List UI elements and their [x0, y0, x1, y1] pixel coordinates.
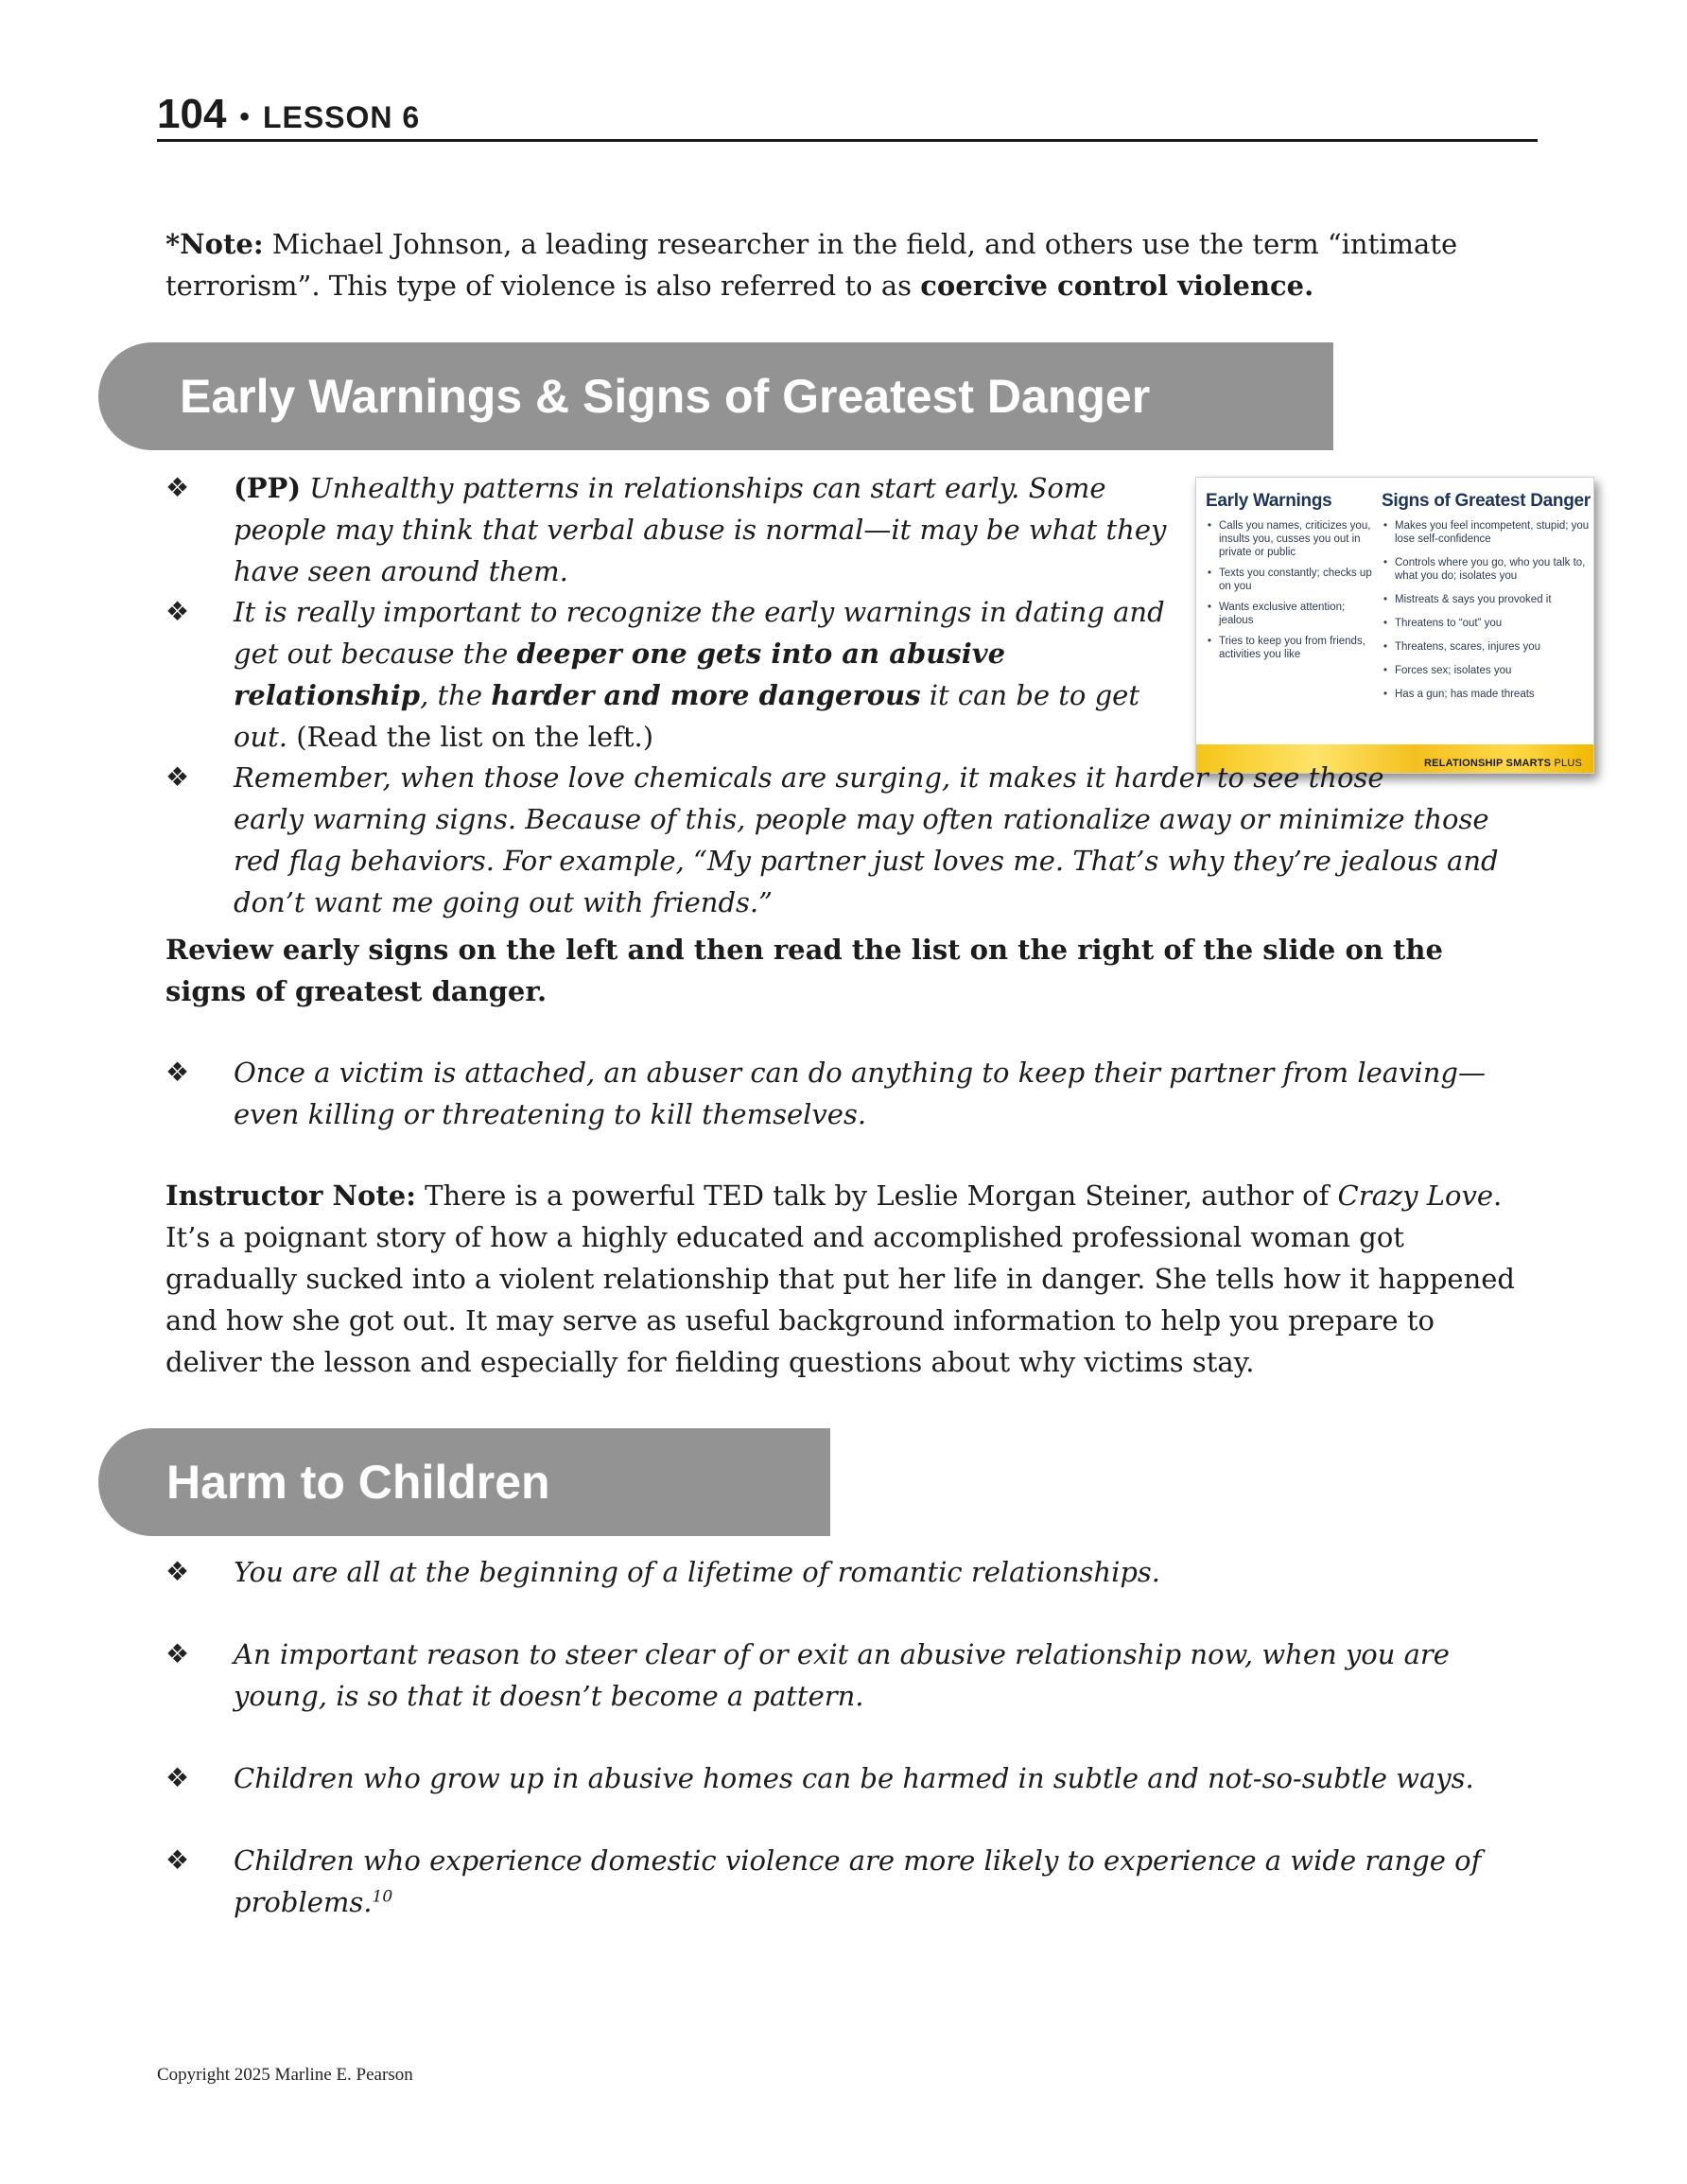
slide-list-item: • Has a gun; has made threats [1382, 688, 1591, 701]
slide-list-item: • Calls you names, criticizes you, insults you, cusses you out in private or public [1206, 519, 1376, 559]
slide-list-item: • Threatens to “out” you [1382, 617, 1591, 630]
slide-thumbnail [1195, 477, 1594, 774]
diamond-bullet-icon: ❖ [165, 596, 190, 627]
book-title: Crazy Love [1337, 1179, 1494, 1212]
list-item [165, 757, 1537, 923]
note-bold-term: coercive control violence. [920, 270, 1314, 302]
item-bold-text: deeper one gets into an abusive relationship [234, 638, 1006, 711]
item-bold-text: harder and more dangerous [491, 679, 921, 711]
slide-left-column [1206, 491, 1376, 669]
item-text: , the [420, 679, 492, 711]
diamond-bullet-icon: ❖ [165, 1844, 190, 1876]
list-item-text: Once a victim is attached, an abuser can do anything to keep their partner from leaving— even killing or threatening to kill themselves. [234, 1057, 1486, 1130]
slide-list-item: • Threatens, scares, injures you [1382, 640, 1591, 654]
slide-right-title: Signs of Greatest Danger [1382, 491, 1591, 511]
page-header [157, 93, 1538, 142]
diamond-bullet-icon: ❖ [165, 472, 190, 503]
slide-right-list [1382, 519, 1591, 701]
list-item [165, 467, 1187, 592]
item-text: Remember, when those love chemicals are surging, it makes it harder to see those [234, 761, 1384, 794]
slide-right-column [1382, 491, 1591, 711]
item-text: Unhealthy patterns in relationships can start early. Some people may think that verbal abuse is normal—it may be what they have seen around them. [234, 472, 1167, 587]
header-separator: • [239, 101, 250, 132]
list-item [165, 1634, 1537, 1717]
note-text: Michael Johnson, a leading researcher in the field, and others use the term “intimate terrorism”. This type of violence is also referred to as [165, 228, 1458, 302]
diamond-bullet-icon: ❖ [165, 1762, 190, 1793]
list-item [165, 1551, 1537, 1593]
slide-list-item: • Mistreats & says you provoked it [1382, 593, 1591, 606]
list-item [165, 1840, 1537, 1923]
item-text: Children who experience domestic violence are more likely to experience a wide range of problems. [234, 1844, 1482, 1918]
item-text: early warning signs. Because of this, people may often rationalize away or minimize those red flag behaviors. For example, “My partner just loves me. That’s why they’re jealous and don’t want me going out with friends.” [234, 803, 1499, 918]
item-text: It is really important to recognize the early warnings in dating and get out because the [234, 596, 1165, 670]
instructor-note-text: . It’s a poignant story of how a highly educated and accomplished professional woman got gradually sucked into a violent relationship that put her life in danger. She tells how it happened and how she got out. It may serve as useful background information to help you prepare to deliver the lesson and especially for fielding questions about why victims stay. [165, 1179, 1515, 1378]
diamond-bullet-icon: ❖ [165, 761, 190, 793]
instructor-note-text: There is a powerful TED talk by Leslie Morgan Steiner, author of [415, 1179, 1338, 1212]
slide-left-title: Early Warnings [1206, 491, 1332, 511]
section-heading-harm-to-children: Harm to Children [98, 1428, 830, 1536]
list-item [165, 1052, 1537, 1135]
item-upright-text: (Read the list on the left.) [287, 721, 654, 753]
list-item-text [234, 1840, 1537, 1923]
brand-plus: PLUS [1551, 758, 1582, 769]
copyright-footer: Copyright 2025 Marline E. Pearson [157, 2065, 413, 2085]
diamond-bullet-icon: ❖ [165, 1638, 190, 1669]
brand-name: RELATIONSHIP SMARTS [1424, 758, 1552, 769]
slide-list-item: • Controls where you go, who you talk to, what you do; isolates you [1382, 556, 1591, 583]
lesson-label: LESSON 6 [262, 100, 421, 134]
slide-list-item: • Texts you constantly; checks up on you [1206, 567, 1376, 593]
slide-list-item: • Makes you feel incompetent, stupid; you lose self-confidence [1382, 519, 1591, 546]
note-paragraph [165, 223, 1470, 306]
diamond-bullet-icon: ❖ [165, 1556, 190, 1587]
list-item-text [234, 467, 1187, 592]
list-item [165, 591, 1187, 758]
diamond-bullet-icon: ❖ [165, 1057, 190, 1088]
list-item-text: You are all at the beginning of a lifetime of romantic relationships. [234, 1556, 1161, 1588]
list-item-text [234, 591, 1187, 758]
slide-list-item: • Forces sex; isolates you [1382, 664, 1591, 677]
list-item [165, 1757, 1537, 1799]
note-label: *Note: [165, 228, 264, 260]
footnote-marker: 10 [372, 1887, 393, 1907]
list-item-text: Children who grow up in abusive homes can be harmed in subtle and not-so-subtle ways. [234, 1762, 1474, 1794]
slide-list-item: • Wants exclusive attention; jealous [1206, 601, 1376, 627]
review-instruction: Review early signs on the left and then read the list on the right of the slide on the signs of greatest danger. [165, 934, 1443, 1007]
instructor-note-label: Instructor Note: [165, 1179, 416, 1212]
item-text: it can be to get out. [234, 679, 1139, 753]
section-heading-early-warnings: Early Warnings & Signs of Greatest Danger [98, 342, 1333, 450]
page-number: 104 [157, 91, 227, 137]
list-item-text: An important reason to steer clear of or exit an abusive relationship now, when you are young, is so that it doesn’t become a pattern. [234, 1638, 1450, 1712]
pp-label: (PP) [234, 472, 302, 504]
instructor-note-paragraph [165, 1175, 1527, 1383]
list-item-text [234, 757, 1537, 923]
slide-list-item: • Tries to keep you from friends, activities you like [1206, 635, 1376, 661]
slide-left-list [1206, 519, 1376, 661]
